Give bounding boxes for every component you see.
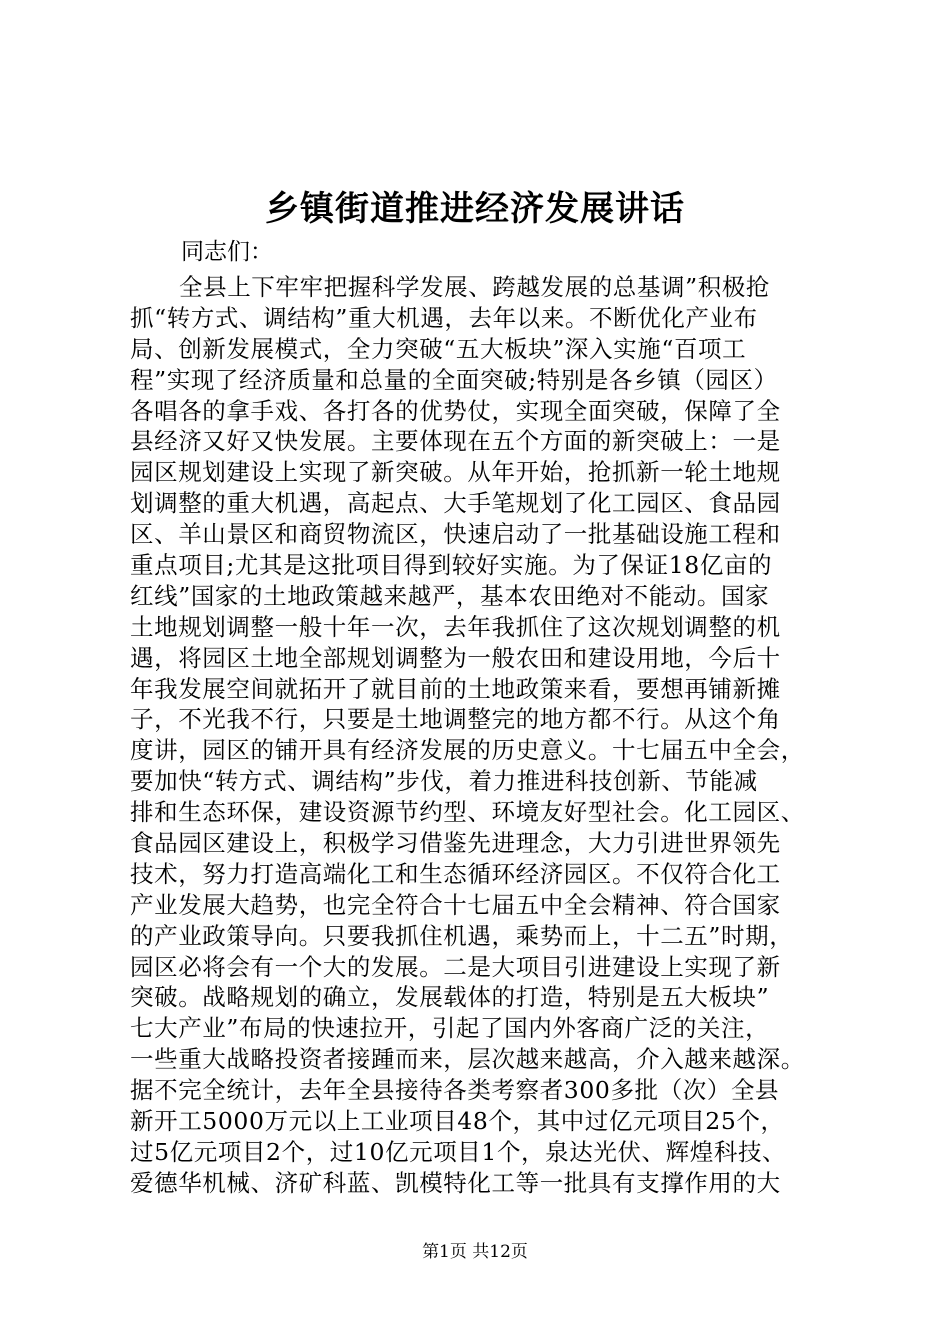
body-line: 县经济又好又快发展。主要体现在五个方面的新突破上：一是 [130,427,781,456]
body-line: 食品园区建设上，积极学习借鉴先进理念，大力引进世界领先 [130,829,781,858]
body-line: 园区必将会有一个大的发展。二是大项目引进建设上实现了新 [130,952,781,981]
body-line: 区、羊山景区和商贸物流区，快速启动了一批基础设施工程和 [130,520,781,549]
body-line: 各唱各的拿手戏、各打各的优势仗，实现全面突破，保障了全 [130,396,781,425]
body-line: 土地规划调整一般十年一次，去年我抓住了这次规划调整的机 [130,612,781,641]
body-line: 红线”国家的土地政策越来越严，基本农田绝对不能动。国家 [130,581,770,610]
body-line: 全县上下牢牢把握科学发展、跨越发展的总基调”积极抢 [179,273,771,301]
body-line: 爱德华机械、济矿科蓝、凯模特化工等一批具有支撑作用的大 [130,1168,781,1197]
body-line: 的产业政策导向。只要我抓住机遇，乘势而上，十二五”时期， [130,921,794,950]
body-line: 要加快“转方式、调结构”步伐，着力推进科技创新、节能减 [130,767,758,796]
body-line: 排和生态环保，建设资源节约型、环境友好型社会。化工园区、 [130,798,805,827]
body-line: 局、创新发展模式，全力突破“五大板块”深入实施“百项工 [130,334,747,363]
document-title: 乡镇街道推进经济发展讲话 [265,189,685,229]
body-line: 程”实现了经济质量和总量的全面突破;特别是各乡镇（园区） [130,365,778,394]
body-line: 抓“转方式、调结构”重大机遇，去年以来。不断优化产业布 [130,303,758,332]
body-line: 过5亿元项目2个，过10亿元项目1个，泉达光伏、辉煌科技、 [130,1137,787,1166]
body-line: 产业发展大趋势，也完全符合十七届五中全会精神、符合国家 [130,890,781,919]
body-text [130,272,850,1199]
body-line: 年我发展空间就拓开了就目前的土地政策来看，要想再铺新摊 [130,674,781,703]
body-line: 据不完全统计，去年全县接待各类考察者300多批（次）全县 [130,1076,780,1105]
body-line: 重点项目;尤其是这批项目得到较好实施。为了保证18亿亩的 [130,551,773,580]
body-line: 七大产业”布局的快速拉开，引起了国内外客商广泛的关注， [130,1014,770,1043]
body-line: 新开工5000万元以上工业项目48个，其中过亿元项目25个， [130,1107,785,1136]
body-line: 突破。战略规划的确立，发展载体的打造，特别是五大板块” [130,983,770,1012]
body-line: 划调整的重大机遇，高起点、大手笔规划了化工园区、食品园 [130,489,781,518]
salutation: 同志们： [181,239,273,265]
body-line: 园区规划建设上实现了新突破。从年开始，抢抓新一轮土地规 [130,458,781,487]
page-footer: 第1页 共12页 [422,1242,528,1262]
body-line: 遇，将园区土地全部规划调整为一般农田和建设用地，今后十 [130,643,781,672]
body-line: 一些重大战略投资者接踵而来，层次越来越高，介入越来越深。 [130,1045,805,1074]
body-line: 度讲，园区的铺开具有经济发展的历史意义。十七届五中全会， [130,736,805,765]
body-line: 子，不光我不行，只要是土地调整完的地方都不行。从这个角 [130,705,781,734]
body-line: 技术，努力打造高端化工和生态循环经济园区。不仅符合化工 [130,859,781,888]
